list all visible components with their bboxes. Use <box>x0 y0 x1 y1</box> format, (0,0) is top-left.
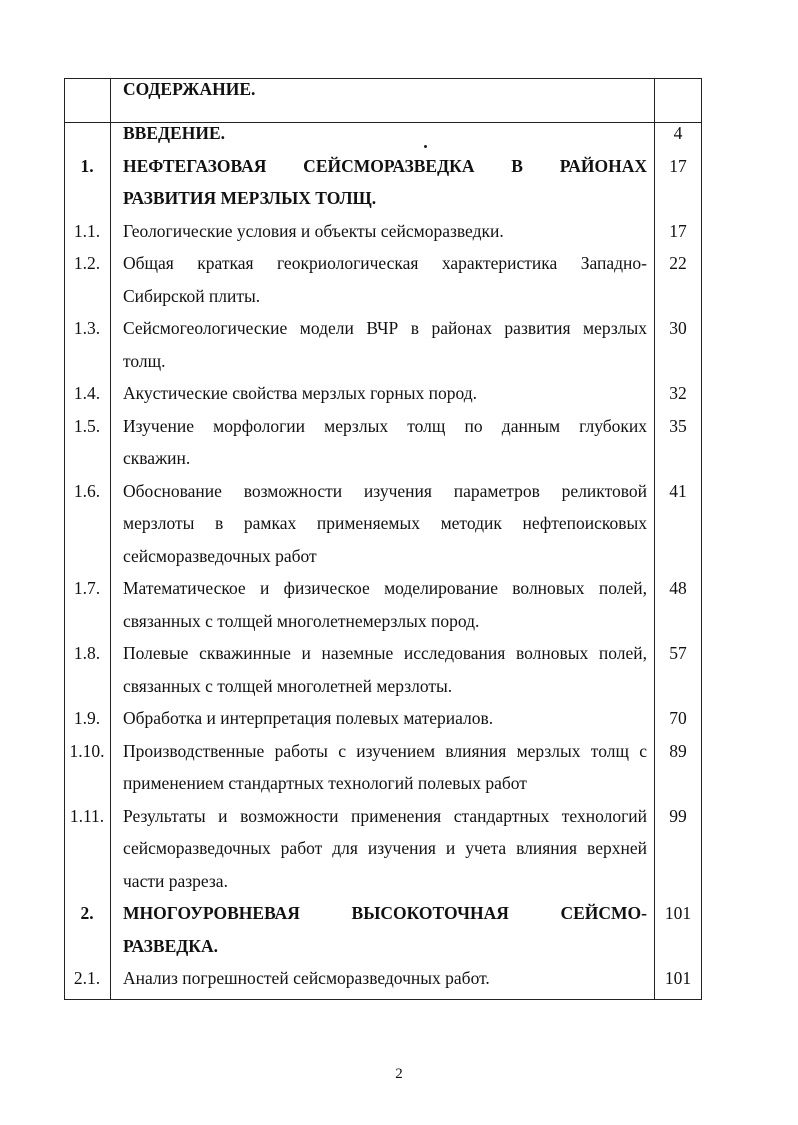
toc-entry-number: 2. <box>80 903 94 923</box>
toc-entry <box>65 247 701 312</box>
toc-entry-title-line: НЕФТЕГАЗОВАЯ СЕЙСМОРАЗВЕДКА В РАЙОНАХ <box>123 155 647 176</box>
toc-entry-page: 41 <box>669 480 687 501</box>
toc-entry-number: 1.10. <box>69 740 105 761</box>
toc-entry-title-line: Сибирской плиты. <box>123 285 261 306</box>
toc-entry-page: 35 <box>669 415 687 436</box>
toc-entry-number: 1.1. <box>73 220 101 241</box>
toc-entry <box>65 637 701 702</box>
toc-entry-page: 30 <box>669 318 687 338</box>
toc-entry <box>65 150 701 215</box>
toc-entry <box>65 800 701 898</box>
toc-entry-title-line: Изучение морфологии мерзлых толщ по данным глубоких <box>123 415 647 436</box>
toc-heading: СОДЕРЖАНИЕ. <box>123 79 256 99</box>
toc-entry-title-line: Производственные работы с изучением влияния мерзлых толщ с <box>123 740 647 761</box>
toc-entry-page: 101 <box>664 968 692 988</box>
toc-entry-page: 22 <box>669 253 687 273</box>
page-number: 2 <box>395 1066 403 1082</box>
toc-entry-title-line: мерзлоты в рамках применяемых методик нефтепоисковых <box>123 513 647 533</box>
toc-entry <box>65 702 701 735</box>
toc-entry-title-line: связанных с толщей многолетнемерзлых пород. <box>123 610 480 631</box>
toc-entry-number: 1.7. <box>73 578 101 598</box>
toc-entry-page: 4 <box>673 123 683 143</box>
toc-entry-title-line: Акустические свойства мерзлых горных пород. <box>123 383 478 403</box>
toc-entry <box>65 215 701 248</box>
toc-entry <box>65 897 701 962</box>
toc-entry <box>65 735 701 800</box>
toc-entry-title-line: скважин. <box>123 448 191 468</box>
toc-entry-title-line: РАЗВЕДКА. <box>123 935 218 956</box>
toc-entry-page: 57 <box>669 643 687 663</box>
toc-entry-page: 101 <box>664 903 692 923</box>
toc-entry-number: 1.8. <box>73 643 101 663</box>
toc-entry-page: 17 <box>669 220 687 241</box>
toc-entry-number: 1. <box>80 155 94 176</box>
toc-entry-title-line: толщ. <box>123 350 166 371</box>
toc-entry-page: 99 <box>669 805 687 826</box>
toc-entry-title-line: РАЗВИТИЯ МЕРЗЛЫХ ТОЛЩ. <box>123 188 377 208</box>
toc-entry-page: 70 <box>669 708 687 728</box>
table-of-contents <box>64 78 702 1000</box>
toc-entry-page: 17 <box>669 155 687 176</box>
toc-entry <box>65 572 701 637</box>
toc-entry-number: 1.6. <box>73 480 101 501</box>
toc-entry-title-line: связанных с толщей многолетней мерзлоты. <box>123 675 453 696</box>
toc-entry <box>65 117 701 150</box>
toc-entry-number: 1.11. <box>69 805 105 826</box>
toc-entry-title-line: Обработка и интерпретация полевых материалов. <box>123 708 494 728</box>
toc-entry-number: 1.5. <box>73 415 101 436</box>
toc-entry-page: 32 <box>669 383 687 403</box>
toc-entry-title-line: ВВЕДЕНИЕ. <box>123 123 226 143</box>
toc-entry-number: 1.3. <box>73 318 101 338</box>
toc-entry-title-line: сейсморазведочных работ для изучения и учета влияния верхней <box>123 838 647 858</box>
toc-entry-title-line: МНОГОУРОВНЕВАЯ ВЫСОКОТОЧНАЯ СЕЙСМО- <box>123 903 647 923</box>
toc-entry-number: 1.4. <box>73 383 101 403</box>
toc-entry <box>65 410 701 475</box>
toc-entry-title-line: сейсморазведочных работ <box>123 545 317 566</box>
toc-entry-number: 2.1. <box>73 968 101 988</box>
toc-entry-title-line: части разреза. <box>123 870 228 891</box>
toc-entry-title-line: Полевые скважинные и наземные исследования волновых полей, <box>123 643 647 663</box>
toc-entry <box>65 377 701 410</box>
toc-entry-page: 48 <box>669 578 687 598</box>
toc-entry-title-line: Общая краткая геокриологическая характеристика Западно- <box>123 253 647 273</box>
toc-entry-title-line: Геологические условия и объекты сейсморазведки. <box>123 220 504 241</box>
toc-entry-title-line: применением стандартных технологий полевых работ <box>123 773 527 793</box>
toc-entry <box>65 475 701 573</box>
toc-entry-title-line: Обоснование возможности изучения параметров реликтовой <box>123 480 647 501</box>
toc-entry <box>65 312 701 377</box>
toc-entry-number: 1.2. <box>73 253 101 273</box>
toc-entry-page: 89 <box>669 740 687 761</box>
toc-entry-title-line: Анализ погрешностей сейсморазведочных работ. <box>123 968 490 988</box>
toc-entry-title-line: Математическое и физическое моделирование волновых полей, <box>123 578 647 598</box>
toc-entry-number: 1.9. <box>73 708 101 728</box>
toc-entry-title-line: Результаты и возможности применения стандартных технологий <box>123 805 647 826</box>
toc-entry <box>65 962 701 995</box>
toc-entry-title-line: Сейсмогеологические модели ВЧР в районах развития мерзлых <box>123 318 647 338</box>
scan-speck <box>424 145 427 148</box>
